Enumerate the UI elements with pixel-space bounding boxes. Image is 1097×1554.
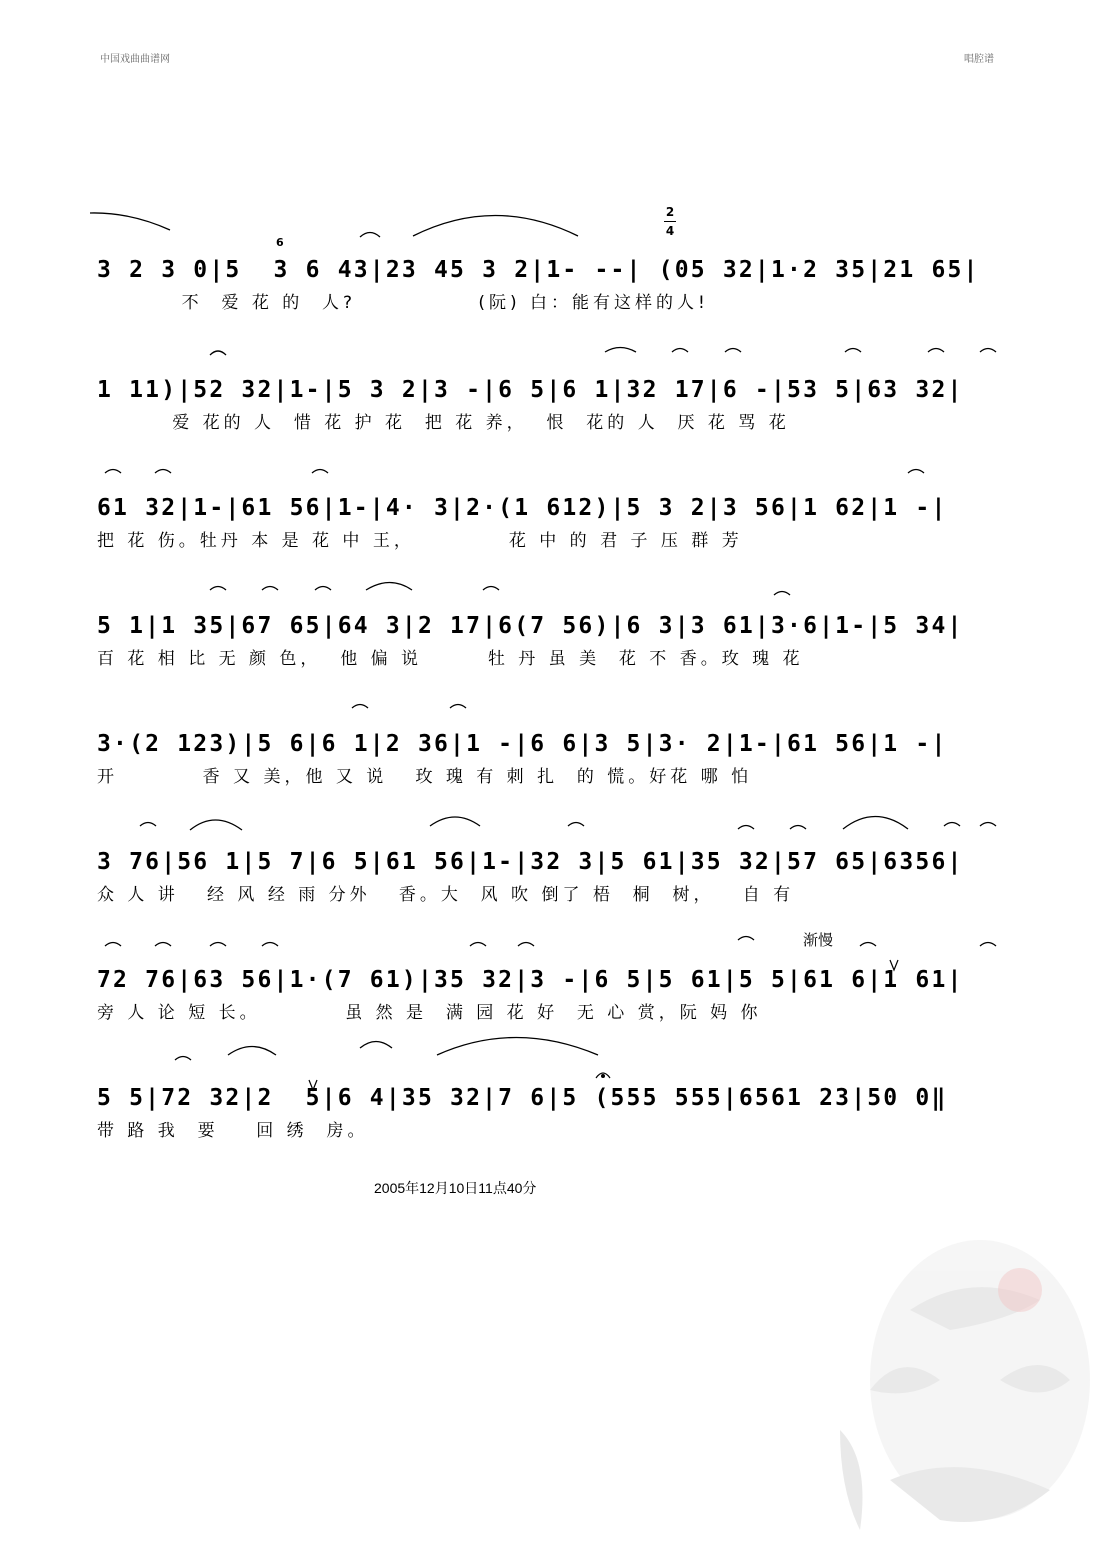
tempo-marking: 渐慢	[803, 931, 834, 949]
header-score-type: 唱腔谱	[964, 54, 994, 65]
score-line-8	[0, 1083, 1097, 1193]
lyrics-line: 带 路 我 要 回 绣 房。	[97, 1121, 369, 1141]
lyrics-line: 爱 花的 人 惜 花 护 花 把 花 养， 恨 花的 人 厌 花 骂 花	[97, 413, 790, 433]
notation-line: 3 76|56 1|5 7|6 5|61 56|1-|32 3|5 61|35 32|57 65|6356|	[97, 849, 964, 875]
slur-mark	[90, 213, 170, 230]
notation-line: 3·(2 123)|5 6|6 1|2 36|1 -|6 6|3 5|3· 2|1-|61 56|1 -|	[97, 731, 948, 757]
lyrics-line: 百 花 相 比 无 颜 色， 他 偏 说 牡 丹 虽 美 花 不 香。玫 瑰 花	[97, 649, 804, 669]
notation-line: 5 1|1 35|67 65|64 3|2 17|6(7 56)|6 3|3 61|3·6|1-|5 34|	[97, 613, 964, 639]
score-line-1	[0, 255, 1097, 365]
score-line-5	[0, 729, 1097, 839]
lyrics-line: 把 花 伤。牡丹 本 是 花 中 王， 花 中 的 君 子 压 群 芳	[97, 531, 743, 551]
score-line-3	[0, 493, 1097, 603]
lyrics-line: 不 爱 花 的 人? (阮) 白：能有这样的人!	[97, 293, 709, 313]
opera-mask-watermark-icon	[830, 1230, 1090, 1550]
score-line-7	[0, 965, 1097, 1075]
time-signature-denominator: 4	[665, 224, 675, 238]
lyrics-line: 开 香 又 美，他 又 说 玫 瑰 有 刺 扎 的 慌。好花 哪 怕	[97, 767, 753, 787]
score-line-4	[0, 611, 1097, 721]
time-signature	[664, 203, 676, 240]
notation-line: 61 32|1-|61 56|1-|4· 3|2·(1 612)|5 3 2|3 56|1 62|1 -|	[97, 495, 948, 521]
time-signature-numerator: 2	[665, 205, 675, 219]
grace-note: 6	[276, 236, 284, 249]
header-site-name: 中国戏曲曲谱网	[100, 54, 170, 65]
lyrics-line: 旁 人 论 短 长。 虽 然 是 满 园 花 好 无 心 赏，阮 妈 你	[97, 1003, 762, 1023]
slur-mark	[360, 233, 380, 238]
footer-date: 2005年12月10日11点40分	[374, 1180, 537, 1196]
score-line-2	[0, 375, 1097, 485]
slur-mark	[413, 216, 578, 237]
score-line-6	[0, 847, 1097, 957]
time-signature-bar	[664, 221, 676, 222]
lyrics-line: 众 人 讲 经 风 经 雨 分外 香。大 风 吹 倒了 梧 桐 树， 自 有	[97, 885, 795, 905]
notation-line: 3 2 3 0|5 3 6 43|23 45 3 2|1- --| (05 32|1·2 35|21 65|	[97, 257, 980, 283]
notation-line: 5 5|72 32|2 5|6 4|35 32|7 6|5 (555 555|6561 23|50 0‖	[97, 1085, 948, 1111]
notation-line: 72 76|63 56|1·(7 61)|35 32|3 -|6 5|5 61|5 5|61 6|1 61|	[97, 967, 964, 993]
notation-line: 1 11)|52 32|1-|5 3 2|3 -|6 5|6 1|32 17|6 -|53 5|63 32|	[97, 377, 964, 403]
